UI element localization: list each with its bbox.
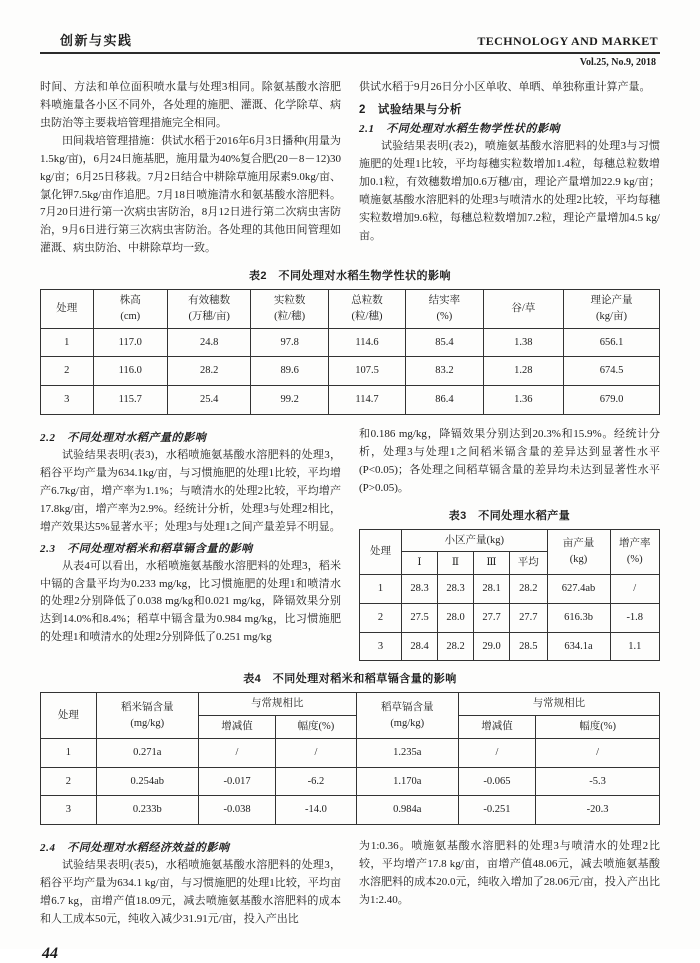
paragraph: 田间栽培管理措施：供试水稻于2016年6月3日播种(用量为1.5kg/亩)，6月24日施基肥，施用量为40%复合肥(20－8－12)30 kg/亩；6月25日移栽。7月2日结合中耕除草施用尿素9.0kg/亩、氯化钾7.5kg/亩作追肥。7月18日喷施清水和氨基酸水溶肥料。7月20日进行第一次病虫害防治，8月12日进行第二次病虫害防治，9月6日进行第三次病虫害防治。各处理的其他田间管理如灌溉、病虫防治、中耕除草均一致。 <box>40 134 341 255</box>
left-column-1 <box>40 79 341 258</box>
table-row <box>360 603 660 632</box>
cell: 28.2 <box>510 575 548 604</box>
table-row <box>41 767 660 796</box>
subsection-heading-2-1: 2.1 不同处理对水稻生物学性状的影响 <box>359 122 561 135</box>
table2-header-row <box>41 290 660 329</box>
cell: 1.36 <box>483 386 563 415</box>
column-header: 增减值 <box>458 716 535 739</box>
table-row <box>41 796 660 825</box>
table-row <box>41 357 660 386</box>
cell: 2 <box>41 767 97 796</box>
paragraph: 试验结果表明(表5)，水稻喷施氨基酸水溶肥料的处理3，稻谷平均产量为634.1 kg/亩，与习惯施肥的处理1比较，平均亩增6.7 kg，亩增产值18.09元，减去喷施氨基酸水溶肥料的成本和人工成本50元，纯收入减少31.91元/亩，投入产出比 <box>40 859 341 925</box>
cell: / <box>536 738 660 767</box>
column-header: 有效穗数 (万穗/亩) <box>167 290 251 329</box>
cell: 3 <box>41 386 94 415</box>
table-row <box>360 632 660 661</box>
cell: / <box>610 575 660 604</box>
cell: 89.6 <box>251 357 328 386</box>
cell: -0.017 <box>198 767 275 796</box>
paragraph: 为1:0.36。喷施氨基酸水溶肥料的处理3与喷清水的处理2比较，平均增产17.8 kg/亩，亩增产值48.06元，减去喷施氨基酸水溶肥料的成本20.0元，纯收入增加了28.06元/亩，投入产出比为1:2.40。 <box>359 840 660 906</box>
column-group-header: 与常规相比 <box>458 693 659 716</box>
cell: 28.0 <box>438 603 474 632</box>
cell: 28.3 <box>438 575 474 604</box>
column-group-header: 小区产量(kg) <box>402 529 548 552</box>
cell: 29.0 <box>474 632 510 661</box>
subsection-heading-2-3: 2.3 不同处理对稻米和稻草镉含量的影响 <box>40 542 253 555</box>
column-header: Ⅲ <box>474 552 510 575</box>
table-row <box>360 575 660 604</box>
cell: 117.0 <box>93 328 167 357</box>
cell: / <box>276 738 356 767</box>
paragraph: 供试水稻于9月26日分小区单收、单晒、单独称重计算产量。 <box>359 81 651 93</box>
left-column-2 <box>40 426 341 661</box>
page-number: 44 <box>42 944 58 962</box>
cell: 0.233b <box>96 796 198 825</box>
cell: -5.3 <box>536 767 660 796</box>
cell: 1 <box>41 738 97 767</box>
cell: 86.4 <box>406 386 483 415</box>
cell: -0.038 <box>198 796 275 825</box>
column-header: 理论产量 (kg/亩) <box>564 290 660 329</box>
column-header: 处理 <box>41 693 97 739</box>
cell: 28.2 <box>167 357 251 386</box>
cell: 85.4 <box>406 328 483 357</box>
subsection-heading-2-2: 2.2 不同处理对水稻产量的影响 <box>40 431 207 444</box>
column-header: Ⅰ <box>402 552 438 575</box>
column-header: 实粒数 (粒/穗) <box>251 290 328 329</box>
column-header: 结实率 (%) <box>406 290 483 329</box>
table4-title: 表4 不同处理对稻米和稻草镉含量的影响 <box>243 673 457 686</box>
journal-section-title: 创新与实践 <box>60 33 133 48</box>
cell: 27.5 <box>402 603 438 632</box>
body-row-2 <box>40 426 660 661</box>
cell: 114.6 <box>328 328 405 357</box>
cell: 25.4 <box>167 386 251 415</box>
column-group-header: 与常规相比 <box>198 693 356 716</box>
cell: 0.254ab <box>96 767 198 796</box>
cell: / <box>198 738 275 767</box>
table-4 <box>40 692 660 825</box>
column-header: 亩产量 (kg) <box>547 529 610 575</box>
cell: 27.7 <box>510 603 548 632</box>
cell: 1.38 <box>483 328 563 357</box>
header-rule-row <box>40 30 660 54</box>
column-header: 幅度(%) <box>276 716 356 739</box>
table2-title: 表2 不同处理对水稻生物学性状的影响 <box>248 270 452 283</box>
column-header: 株高 (cm) <box>93 290 167 329</box>
cell: 28.3 <box>402 575 438 604</box>
table-row <box>41 328 660 357</box>
right-column-2 <box>359 426 660 661</box>
cell: 116.0 <box>93 357 167 386</box>
cell: -0.251 <box>458 796 535 825</box>
cell: -0.065 <box>458 767 535 796</box>
column-header: 平均 <box>510 552 548 575</box>
cell: -1.8 <box>610 603 660 632</box>
left-column-3 <box>40 836 341 929</box>
section-heading-2: 2 试验结果与分析 <box>359 103 462 116</box>
cell: 28.4 <box>402 632 438 661</box>
cell: -6.2 <box>276 767 356 796</box>
volume-info: Vol.25, No.9, 2018 <box>579 57 656 68</box>
table-row <box>41 386 660 415</box>
cell: 1.170a <box>356 767 458 796</box>
column-header: Ⅱ <box>438 552 474 575</box>
column-header: 总粒数 (粒/穗) <box>328 290 405 329</box>
cell: 674.5 <box>564 357 660 386</box>
cell: 0.984a <box>356 796 458 825</box>
paragraph: 和0.186 mg/kg，降镉效果分别达到20.3%和15.9%。经统计分析，处理3与处理1之间稻米镉含量的差异达到显著性水平(P<0.05)；各处理之间稻草镉含量的差异均未达到显著性水平(P>0.05)。 <box>359 427 660 494</box>
cell: 24.8 <box>167 328 251 357</box>
cell: -14.0 <box>276 796 356 825</box>
cell: 28.5 <box>510 632 548 661</box>
table3-title: 表3 不同处理水稻产量 <box>448 509 571 522</box>
paragraph: 试验结果表明(表3)，水稻喷施氨基酸水溶肥料的处理3，稻谷平均产量为634.1kg/亩，与习惯施肥的处理1比较，平均增产6.7kg/亩，增产率为1.1%；与喷清水的处理2比较，平均增产17.8kg/亩，增产率为2.9%。经统计分析，处理3与处理2相比，增产效果达5%显著水平；处理3与处理1之间产量差异不明显。 <box>40 448 341 533</box>
cell: 679.0 <box>564 386 660 415</box>
right-column-3 <box>359 836 660 929</box>
cell: 627.4ab <box>547 575 610 604</box>
cell: 107.5 <box>328 357 405 386</box>
column-header: 幅度(%) <box>536 716 660 739</box>
right-column-1 <box>359 79 660 258</box>
cell: 1.1 <box>610 632 660 661</box>
cell: 115.7 <box>93 386 167 415</box>
cell: 27.7 <box>474 603 510 632</box>
table3-header-row <box>360 529 660 552</box>
column-header: 稻草镉含量 (mg/kg) <box>356 693 458 739</box>
cell: 1 <box>41 328 94 357</box>
cell: 0.271a <box>96 738 198 767</box>
cell: 28.1 <box>474 575 510 604</box>
column-header: 增产率 (%) <box>610 529 660 575</box>
cell: 99.2 <box>251 386 328 415</box>
cell: / <box>458 738 535 767</box>
column-header: 增减值 <box>198 716 275 739</box>
cell: 1.235a <box>356 738 458 767</box>
paragraph: 时间、方法和单位面积喷水量与处理3相同。除氨基酸水溶肥料喷施量各小区不同外，各处理的施肥、灌溉、化学除草、病虫防治等主要栽培管理措施完全相同。 <box>40 81 341 129</box>
cell: 114.7 <box>328 386 405 415</box>
table4-header-row <box>41 693 660 716</box>
paragraph: 从表4可以看出，水稻喷施氨基酸水溶肥料的处理3，稻米中镉的含量平均为0.233 mg/kg，比习惯施肥的处理1和喷清水的处理2分别降低了0.038 mg/kg和0.021 mg/kg，降镉效果分别达到14.0%和8.4%；稻草中镉含量为0.984 mg/kg，比习惯施肥的处理1和喷清水的处理2分别降低了0.251 mg/kg <box>40 559 341 644</box>
body-row-1 <box>40 79 660 258</box>
column-header: 稻米镉含量 (mg/kg) <box>96 693 198 739</box>
column-header: 处理 <box>41 290 94 329</box>
cell: 1.28 <box>483 357 563 386</box>
cell: 616.3b <box>547 603 610 632</box>
cell: 2 <box>41 357 94 386</box>
cell: 28.2 <box>438 632 474 661</box>
journal-name: TECHNOLOGY AND MARKET <box>477 34 658 48</box>
paragraph: 试验结果表明(表2)，喷施氨基酸水溶肥料的处理3与习惯施肥的处理1比较，平均每穗实粒数增加1.4粒，每穗总粒数增加0.1粒，有效穗数增加0.6万穗/亩，理论产量增加22.9 kg/亩；喷施氨基酸水溶肥料的处理3与喷清水的处理2比较，平均每穗实粒数增加9.6粒，每穗总粒数增加7.2粒，理论产量增加4.5 kg/亩。 <box>359 139 660 242</box>
table-2 <box>40 289 660 415</box>
cell: 656.1 <box>564 328 660 357</box>
cell: 83.2 <box>406 357 483 386</box>
cell: 3 <box>360 632 402 661</box>
column-header: 处理 <box>360 529 402 575</box>
column-header: 谷/草 <box>483 290 563 329</box>
body-row-3 <box>40 836 660 929</box>
table-3 <box>359 529 660 662</box>
cell: -20.3 <box>536 796 660 825</box>
cell: 97.8 <box>251 328 328 357</box>
cell: 634.1a <box>547 632 610 661</box>
page-header <box>40 30 660 68</box>
cell: 1 <box>360 575 402 604</box>
subsection-heading-2-4: 2.4 不同处理对水稻经济效益的影响 <box>40 842 230 855</box>
table-row <box>41 738 660 767</box>
cell: 3 <box>41 796 97 825</box>
cell: 2 <box>360 603 402 632</box>
